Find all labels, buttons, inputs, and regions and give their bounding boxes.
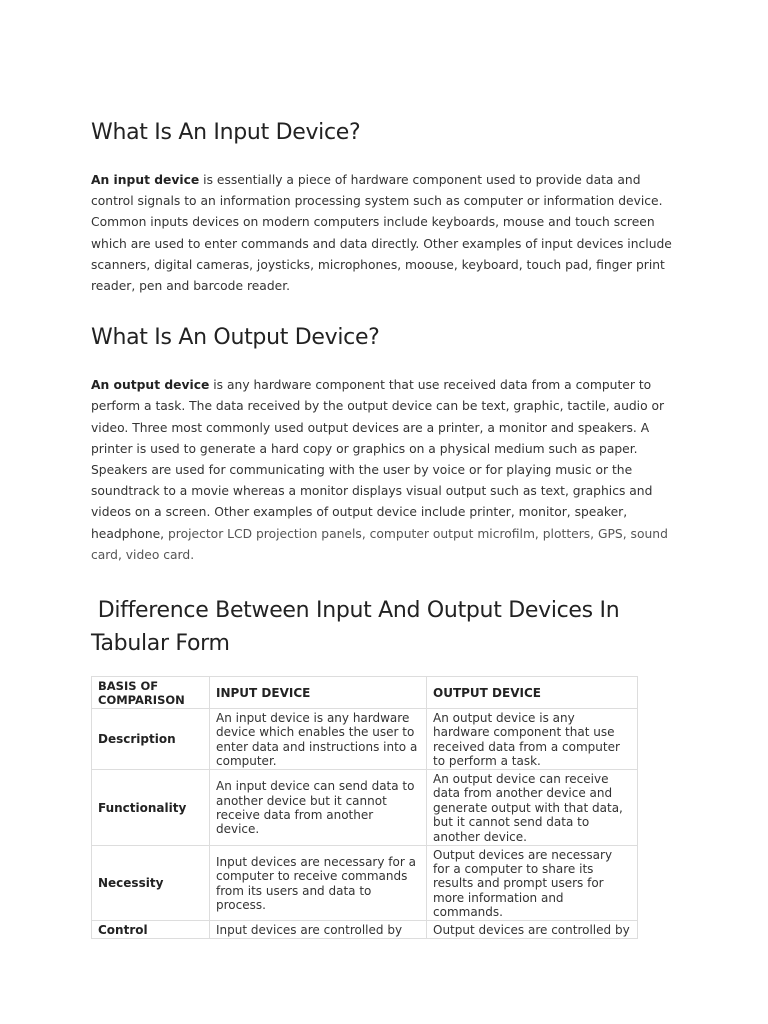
- table-cell-output: Output devices are controlled by: [427, 921, 638, 939]
- heading-input-device: What Is An Input Device?: [91, 120, 361, 145]
- term-input-device: An input device: [91, 173, 200, 187]
- table-cell-input: An input device is any hardware device which enables the user to enter data and instructions into a computer.: [210, 709, 427, 770]
- table-header-cell: OUTPUT DEVICE: [427, 677, 638, 709]
- table-cell-input: Input devices are controlled by: [210, 921, 427, 939]
- paragraph-input-body: is essentially a piece of hardware component used to provide data and control signals to an information processing system such as computer or information device. Common inputs devices on modern computers include keyboards, mouse and touch screen which are used to enter commands and data directly. Other examples of input devices include scanners, digital cameras, joysticks, microphones, moouse, keyboard, touch pad, finger print reader, pen and barcode reader.: [91, 173, 672, 294]
- paragraph-output-body: is any hardware component that use received data from a computer to perform a task. The data received by the output device can be text, graphic, tactile, audio or video. Three most commonly used output devices are a printer, a monitor and speakers. A printer is used to generate a hard copy or graphics on a physical medium such as paper. Speakers are used for communicating with the user by voice or for playing music or the soundtrack to a movie whereas a monitor displays visual output such as text, graphics and videos on a screen. Other examples of output device include printer, monitor, speaker, headphone,: [91, 378, 665, 541]
- table-cell-basis: Control: [92, 921, 210, 939]
- table-header-row: [92, 677, 638, 709]
- table-header-cell: INPUT DEVICE: [210, 677, 427, 709]
- document-page: [91, 120, 681, 939]
- heading-difference-table: Difference Between Input And Output Devices In Tabular Form: [91, 598, 627, 657]
- paragraph-input-device: [91, 170, 681, 297]
- term-output-device: An output device: [91, 378, 210, 393]
- table-row: [92, 709, 638, 770]
- paragraph-output-examples: projector LCD projection panels, computer output microfilm, plotters, GPS, sound card, video card.: [91, 526, 668, 562]
- paragraph-output-device: [91, 375, 681, 566]
- table-cell-basis: Description: [92, 709, 210, 770]
- table-cell-basis: Necessity: [92, 846, 210, 921]
- table-header-cell: BASIS OF COMPARISON: [92, 677, 210, 709]
- table-cell-output: Output devices are necessary for a computer to share its results and prompt users for more information and commands.: [427, 846, 638, 921]
- table-row: [92, 921, 638, 939]
- table-row: [92, 846, 638, 921]
- table-cell-output: An output device can receive data from another device and generate output with that data, but it cannot send data to another device.: [427, 770, 638, 846]
- table-cell-output: An output device is any hardware component that use received data from a computer to perform a task.: [427, 709, 638, 770]
- table-cell-input: Input devices are necessary for a computer to receive commands from its users and data to process.: [210, 846, 427, 921]
- heading-output-device: What Is An Output Device?: [91, 325, 380, 351]
- table-cell-input: An input device can send data to another device but it cannot receive data from another device.: [210, 770, 427, 846]
- table-cell-basis: Functionality: [92, 770, 210, 846]
- table-row: [92, 770, 638, 846]
- comparison-table: [91, 676, 638, 939]
